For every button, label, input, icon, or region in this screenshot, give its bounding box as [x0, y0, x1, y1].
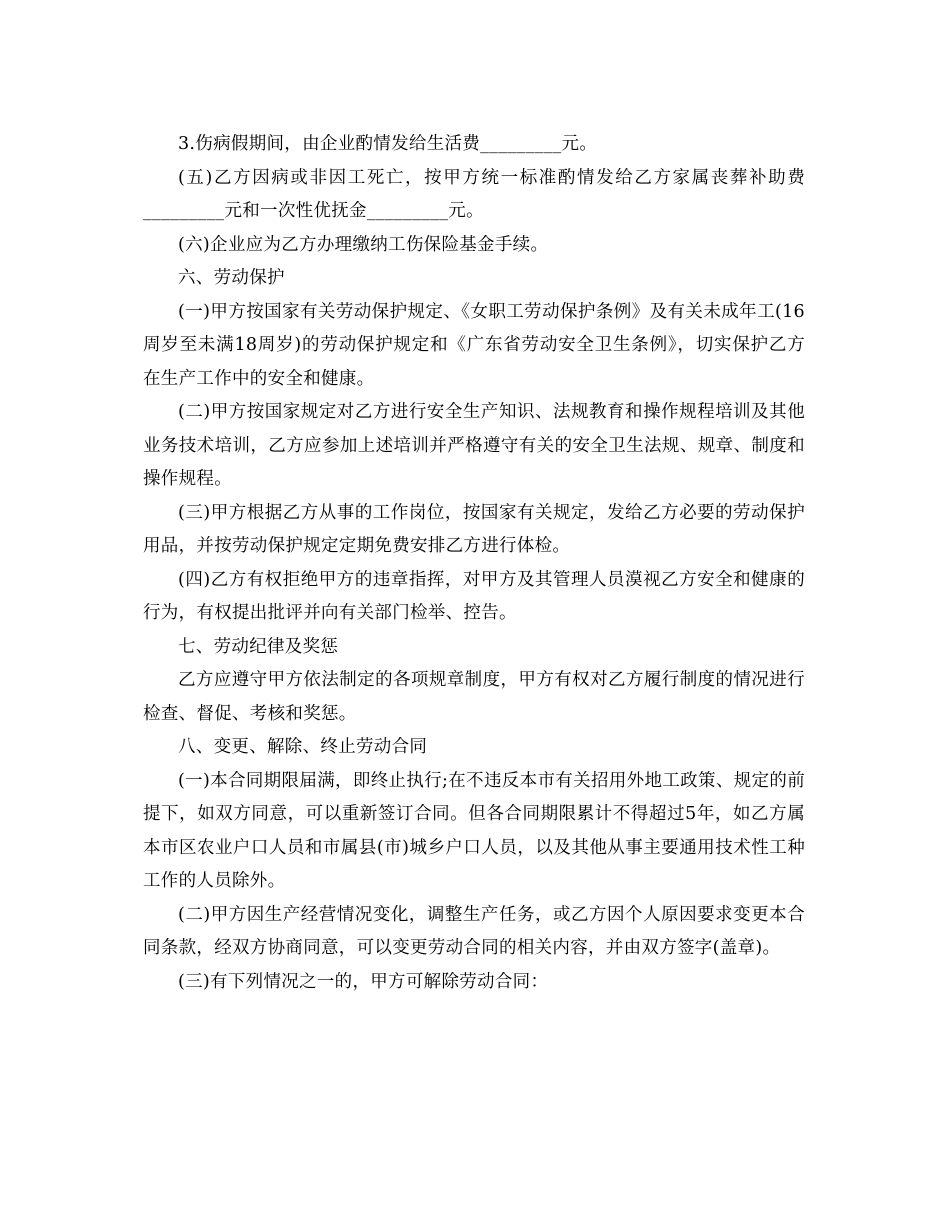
- paragraph-sick-leave-allowance: 3.伤病假期间，由企业酌情发给生活费_________元。: [178, 134, 598, 154]
- paragraph-right-to-refuse: (四)乙方有权拒绝甲方的违章指挥，对甲方及其管理人员漠视乙方安全和健康的行为，有权提出批评并向有关部门检举、控告。: [143, 569, 805, 623]
- paragraph-protection-regulations: (一)甲方按国家有关劳动保护规定、《女职工劳动保护条例》及有关未成年工(16周岁至未满18周岁)的劳动保护规定和《广东省劳动安全卫生条例》，切实保护乙方在生产工作中的安全和健康。: [143, 301, 805, 389]
- document-body: [143, 128, 805, 999]
- paragraph-contract-expiry: (一)本合同期限届满，即终止执行;在不违反本市有关招用外地工政策、规定的前提下，如双方同意，可以重新签订合同。但各合同期限累计不得超过5年，如乙方属本市区农业户口人员和市属县(市)城乡户口人员，以及其他从事主要通用技术性工种工作的人员除外。: [143, 770, 805, 891]
- paragraph-contract-modification: (二)甲方因生产经营情况变化，调整生产任务，或乙方因个人原因要求变更本合同条款，经双方协商同意，可以变更劳动合同的相关内容，并由双方签字(盖章)。: [143, 904, 805, 958]
- paragraph-injury-insurance: (六)企业应为乙方办理缴纳工伤保险基金手续。: [178, 234, 549, 255]
- section-heading-labor-protection: 六、劳动保护: [178, 268, 285, 288]
- section-heading-discipline: 七、劳动纪律及奖惩: [178, 636, 339, 657]
- paragraph-safety-training: (二)甲方按国家规定对乙方进行安全生产知识、法规教育和操作规程培训及其他业务技术培训，乙方应参加上述培训并严格遵守有关的安全卫生法规、规章、制度和操作规程。: [143, 402, 805, 489]
- paragraph-rules-compliance: 乙方应遵守甲方依法制定的各项规章制度，甲方有权对乙方履行制度的情况进行检查、督促、考核和奖惩。: [143, 670, 805, 724]
- paragraph-protective-equipment: (三)甲方根据乙方从事的工作岗位，按国家有关规定，发给乙方必要的劳动保护用品，并按劳动保护规定定期免费安排乙方进行体检。: [143, 502, 805, 556]
- section-heading-contract-changes: 八、变更、解除、终止劳动合同: [178, 737, 428, 757]
- paragraph-death-benefits: (五)乙方因病或非因工死亡，按甲方统一标准酌情发给乙方家属丧葬补助费_________元和一次性优抚金_________元。: [143, 167, 805, 221]
- paragraph-termination-conditions: (三)有下列情况之一的，甲方可解除劳动合同：: [178, 971, 549, 992]
